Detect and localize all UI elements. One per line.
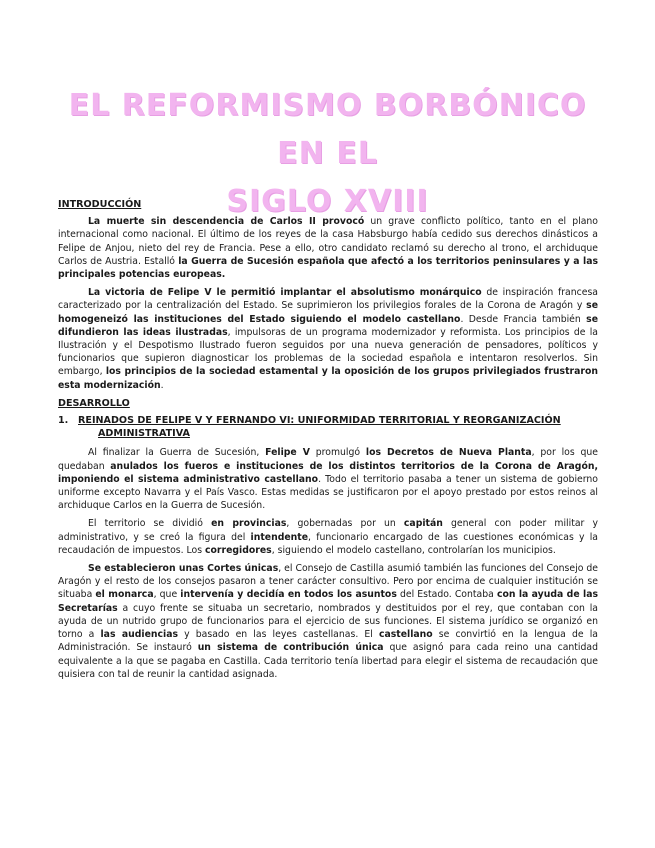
text-run: se convirtió en la lengua de la Administración. Se instauró	[58, 629, 598, 654]
section-1-title-line-1: REINADOS DE FELIPE V Y FERNANDO VI: UNIFORMIDAD TERRITORIAL Y REORGANIZACIÓN	[78, 415, 561, 427]
bold-text: anulados los fueros e instituciones de los distintos territorios de la Corona de Aragón, imponiendo el sistema administrativo castellano	[58, 460, 598, 485]
bold-text: La victoria de Felipe V le permitió implantar el absolutismo monárquico	[88, 287, 482, 299]
bold-text: castellano	[378, 629, 433, 641]
section-1-title	[78, 414, 561, 440]
text-run: Al finalizar la Guerra de Sucesión,	[88, 447, 266, 459]
bold-text: el monarca	[95, 589, 154, 601]
bold-text: La muerte sin descendencia de Carlos II provocó	[88, 216, 365, 228]
text-run: .	[160, 379, 164, 391]
bold-text: las audiencias	[100, 629, 179, 641]
section-1-heading	[58, 414, 598, 440]
text-run: . Desde Francia también	[460, 313, 587, 325]
text-run: promulgó	[310, 447, 366, 459]
text-run: y basado en las leyes castellanas. El	[178, 629, 379, 641]
bold-text: con la ayuda de las Secretarías	[58, 589, 599, 614]
text-run: de inspiración francesa caracterizado por la centralización del Estado. Se suprimieron los privilegios forales de la Corona de Aragón y	[58, 287, 598, 312]
bold-text: un sistema de contribución única	[197, 642, 384, 654]
section-1-paragraph-3	[58, 562, 598, 681]
text-run: , funcionario encargado de las cuestiones económicas y la recaudación de impuestos. Los	[58, 531, 599, 556]
bold-text: corregidores	[205, 544, 272, 556]
text-run: a cuyo frente se situaba un secretario, nombrados y destituidos por el rey, que contaban con la ayuda de un nutrido grupo de funcionarios para el ejercicio de sus funciones. El sistema jurídico se organizó en torno a	[58, 602, 598, 641]
text-run: , por los que quedaban	[58, 447, 598, 472]
intro-heading: INTRODUCCIÓN	[58, 199, 142, 210]
bold-text: los principios de la sociedad estamental y la oposición de los grupos privilegiados frustraron esta modernización	[58, 366, 598, 391]
intro-paragraph-2	[58, 286, 598, 392]
text-run: un grave conflicto político, tanto en el plano internacional como nacional. El último de los reyes de la casa Habsburgo había cedido sus derechos dinásticos a Felipe de Anjou, nieto del rey de Francia. Pese a ello, otro candidato reclamó su derecho al trono, el archiduque Carlos de Austria. Estalló	[58, 216, 598, 267]
section-1-title-line-2: ADMINISTRATIVA	[98, 428, 190, 440]
title-line-2: SIGLO XVIII	[226, 184, 429, 219]
bold-text: se difundieron las ideas ilustradas	[58, 313, 598, 338]
text-run: general con poder militar y administrativo, y se creó la figura del	[58, 518, 598, 543]
text-run: que asignó para cada reino una cantidad equivalente a la que se pagaba en Castilla. Cada territorio tenía libertad para elegir el sistema de recaudación que quisiera con tal de reunir la cantidad asignada.	[58, 642, 599, 680]
bold-text: capitán	[403, 518, 443, 530]
text-run: El territorio se dividió	[88, 518, 212, 530]
section-1-paragraph-2	[58, 517, 598, 557]
bold-text: intervenía y decidía en todos los asuntos	[180, 589, 397, 601]
text-run: . Todo el territorio pasaba a tener un sistema de gobierno uniforme excepto Navarra y el País Vasco. Estas medidas se justificaron por el apoyo prestado por estos reinos al archiduque Carlos en la Guerra de Sucesión.	[58, 473, 598, 512]
bold-text: Felipe V	[265, 447, 310, 459]
text-run: , el Consejo de Castilla asumió también las funciones del Consejo de Aragón y el resto de los consejos pasaron a tener carácter consultivo. Pero por encima de cualquier institución se situaba	[58, 563, 598, 601]
section-1-number: 1.	[58, 415, 69, 427]
document-body	[58, 198, 598, 686]
desarrollo-heading: DESARROLLO	[58, 397, 130, 409]
text-run: del Estado. Contaba	[396, 589, 497, 601]
bold-text: intendente	[250, 531, 309, 543]
text-run: , impulsoras de un programa modernizador y reformista. Los principios de la Ilustración y el Despotismo Ilustrado fueron seguidos por una nueva generación de pensadores, políticos y funcionarios que supieron diagnosticar los problemas de la sociedad española e intentaron resolverlos. Sin embargo,	[58, 326, 598, 378]
section-1-paragraph-1	[58, 446, 598, 512]
bold-text: se homogeneizó las instituciones del Estado siguiendo el modelo castellano	[58, 300, 598, 325]
text-run: , siguiendo el modelo castellano, controlarían los municipios.	[271, 544, 556, 556]
text-run: , gobernadas por un	[286, 518, 404, 530]
bold-text: los Decretos de Nueva Planta	[365, 447, 532, 459]
text-run: , que	[153, 589, 181, 601]
bold-text: en provincias	[211, 518, 287, 530]
title-line-1: EL REFORMISMO BORBÓNICO EN EL	[68, 88, 587, 171]
bold-text: la Guerra de Sucesión española que afectó a los territorios peninsulares y a las principales potencias europeas.	[58, 255, 599, 281]
bold-text: Se establecieron unas Cortes únicas	[88, 563, 279, 575]
intro-paragraph-1	[58, 215, 598, 281]
